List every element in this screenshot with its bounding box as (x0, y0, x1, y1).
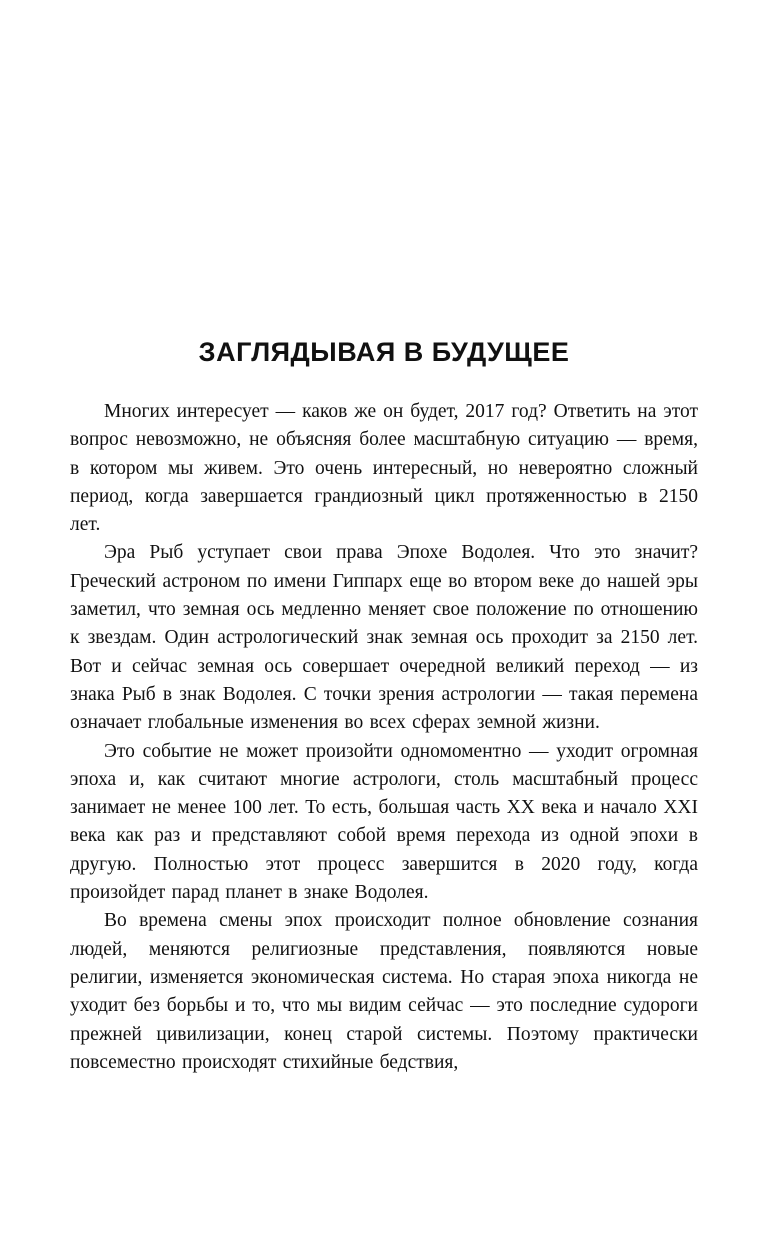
paragraph: Это событие не может произойти одномоментно — уходит огромная эпоха и, как считают многие астрологи, столь масштабный процесс занимает не менее 100 лет. То есть, большая часть XX века и начало XXI века как раз и представляют собой время перехода из одной эпохи в другую. Полностью этот процесс завершится в 2020 году, когда произойдет парад планет в знаке Водолея. (70, 740, 698, 904)
body-text (70, 398, 698, 1077)
paragraph: Многих интересует — каков же он будет, 2017 год? Ответить на этот вопрос невозможно, не объясняя более масштабную ситуацию — время, в котором мы живем. Это очень интересный, но невероятно сложный период, когда завершается грандиозный цикл протяженностью в 2150 лет. (70, 401, 698, 536)
paragraph: Во времена смены эпох происходит полное обновление сознания людей, меняются религиозные представления, появляются новые религии, изменяется экономическая система. Но старая эпоха никогда не уходит без борьбы и то, что мы видим сейчас — это последние судороги прежней цивилизации, конец старой системы. Поэтому практически повсеместно происходят стихийные бедствия, (70, 910, 698, 1073)
chapter-title: ЗАГЛЯДЫВАЯ В БУДУЩЕЕ (198, 337, 570, 367)
paragraph: Эра Рыб уступает свои права Эпохе Водолея. Что это значит? Греческий астроном по имени Гиппарх еще во втором веке до нашей эры заметил, что земная ось медленно меняет свое положение по отношению к звездам. Один астрологический знак земная ось проходит за 2150 лет. Вот и сейчас земная ось совершает очередной великий переход — из знака Рыб в знак Водолея. С точки зрения астрологии — такая перемена означает глобальные изменения во всех сферах земной жизни. (70, 542, 698, 734)
